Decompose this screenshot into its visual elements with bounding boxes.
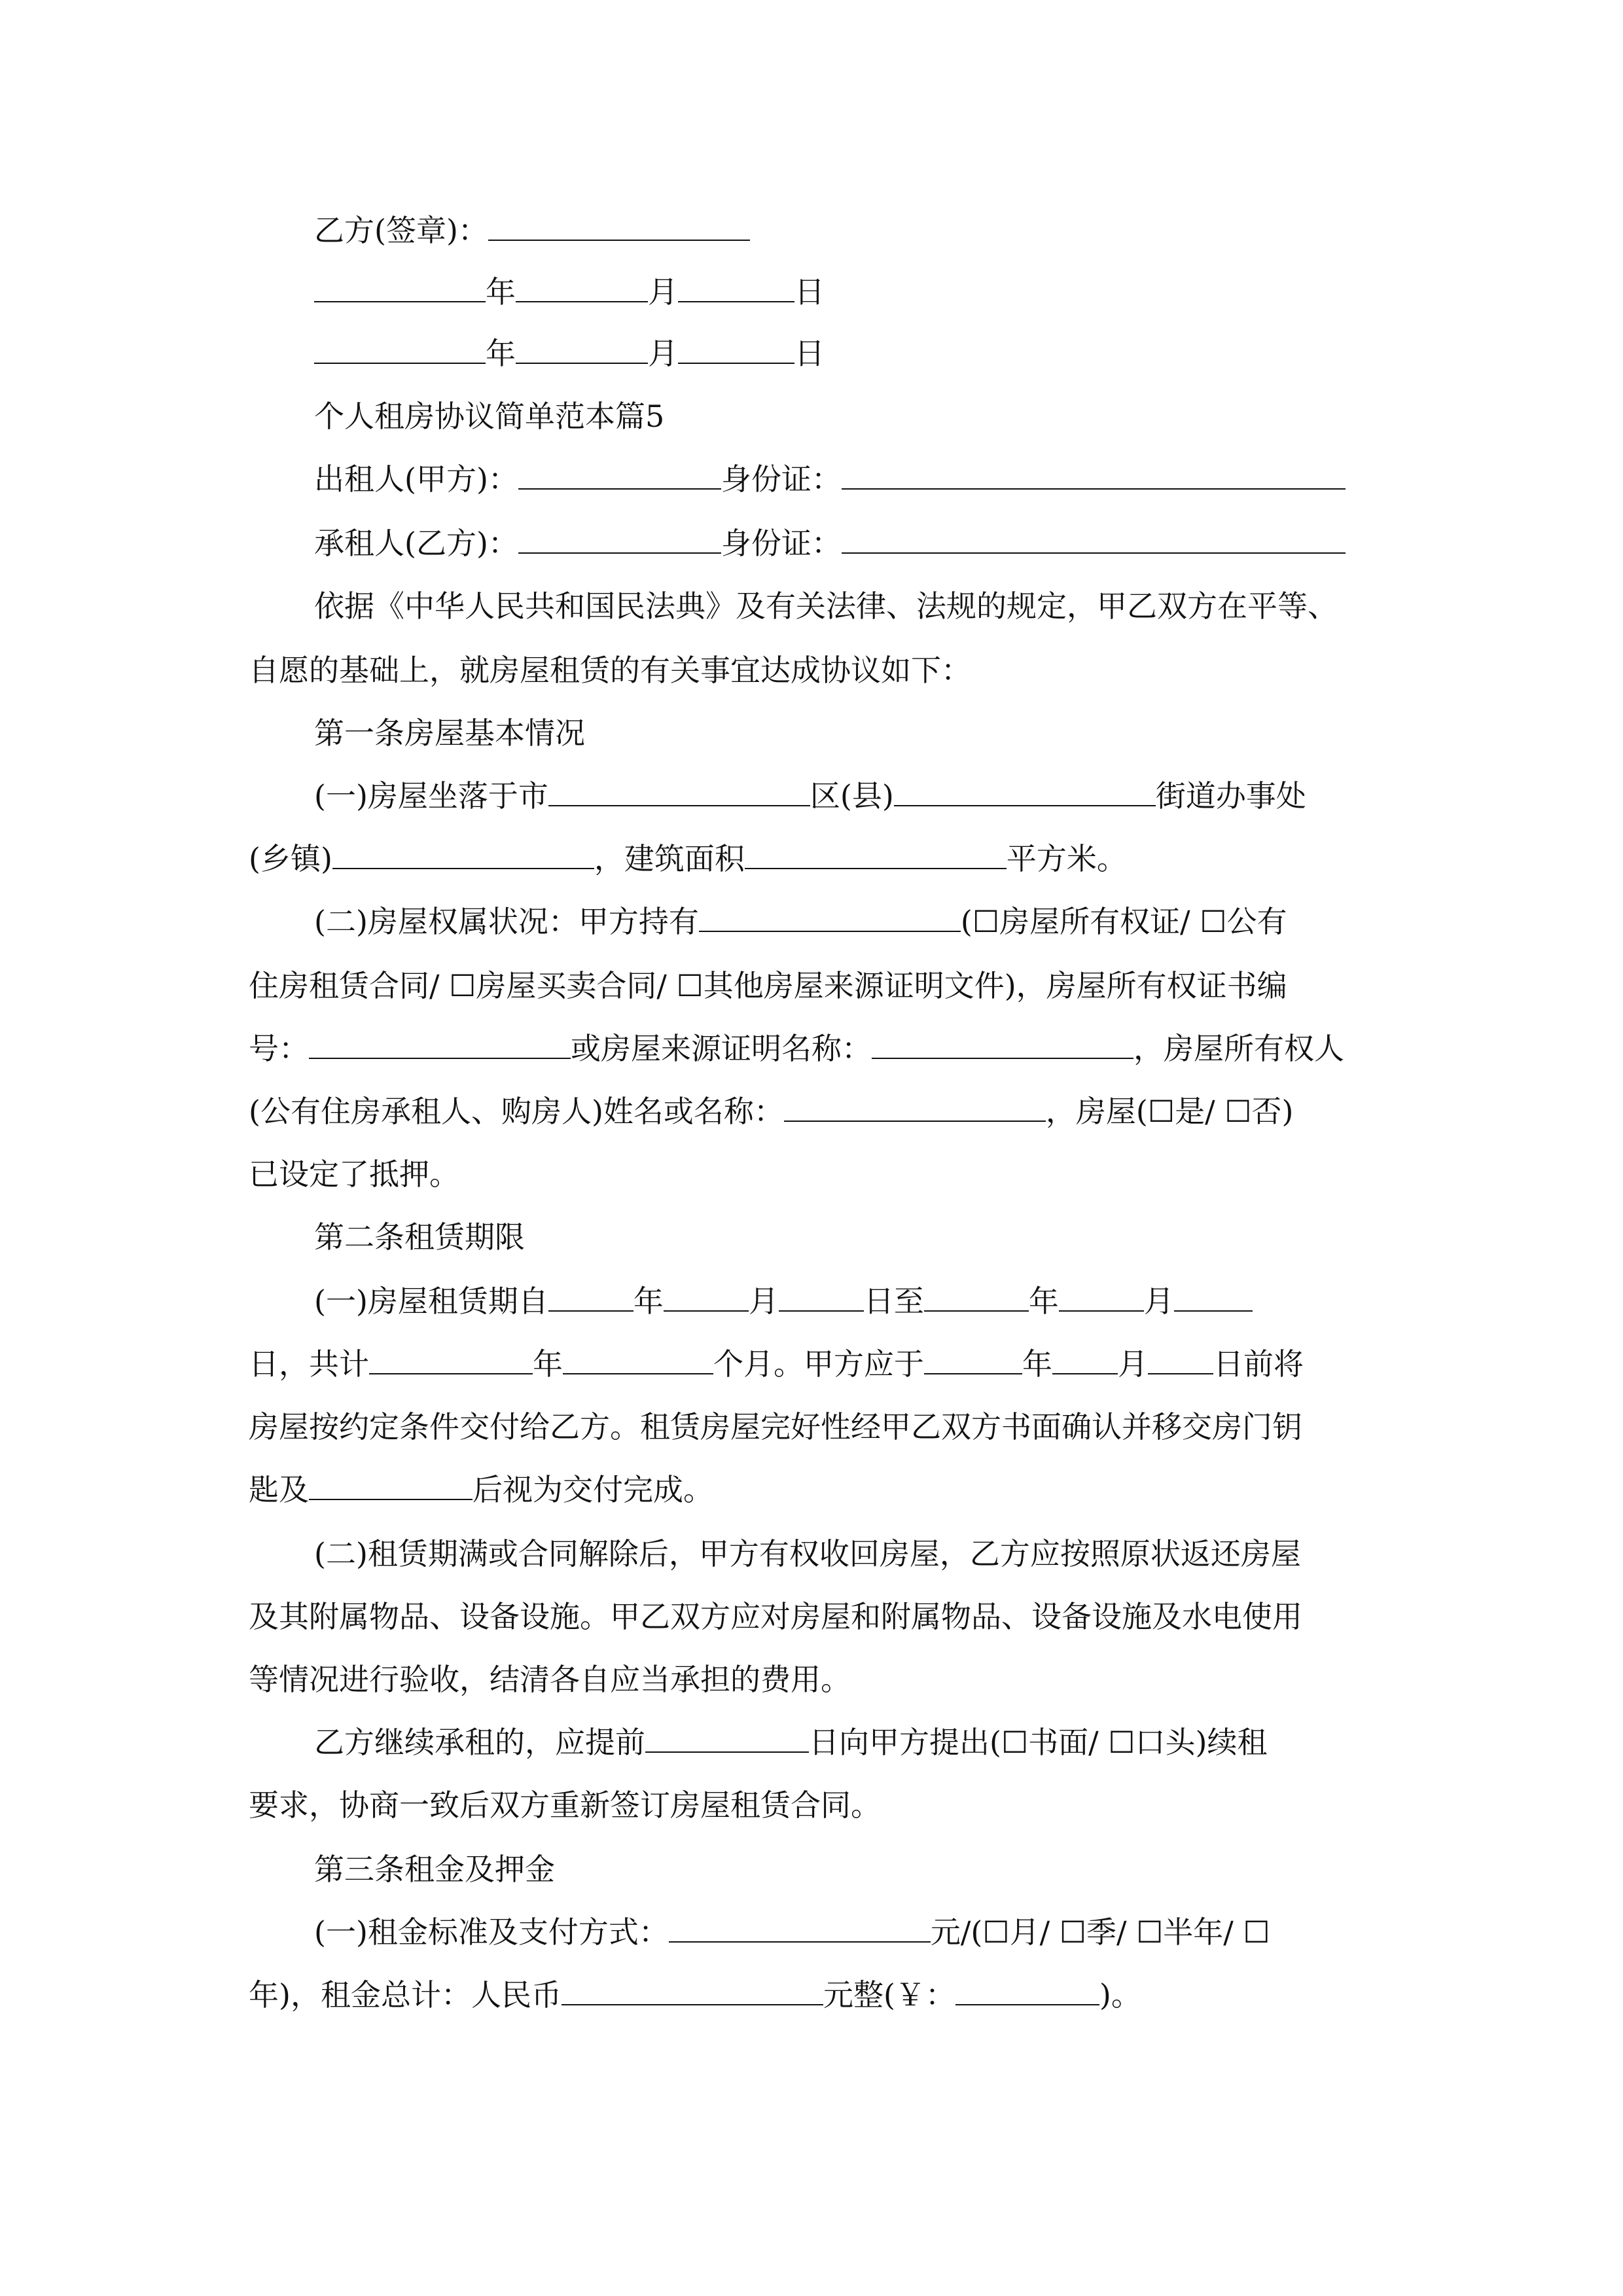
blank-month[interactable] <box>1059 1282 1144 1312</box>
blank-day[interactable] <box>1148 1344 1213 1374</box>
blank-day[interactable] <box>779 1282 864 1312</box>
text: 街道办事处 <box>1155 778 1306 814</box>
section-heading <box>314 397 664 436</box>
text: 平方米。 <box>1006 841 1127 876</box>
paragraph-line <box>249 1470 713 1509</box>
blank-day[interactable] <box>678 334 794 364</box>
blank-owner-name[interactable] <box>784 1092 1046 1122</box>
text: 月 <box>748 1283 779 1319</box>
text: (乡镇) <box>249 841 332 876</box>
blank-year[interactable] <box>548 1282 633 1312</box>
text: (一)房屋租赁期自 <box>314 1283 548 1319</box>
text: 或房屋来源证明名称： <box>571 1031 872 1066</box>
paragraph-line <box>314 902 1287 941</box>
paragraph-line <box>314 586 1338 626</box>
blank-years[interactable] <box>369 1344 533 1374</box>
blank-year[interactable] <box>924 1282 1029 1312</box>
text: 等情况进行验收，结清各自应当承担的费用。 <box>249 1662 851 1697</box>
text: 乙方继续承租的，应提前 <box>314 1725 645 1760</box>
blank-year[interactable] <box>924 1344 1022 1374</box>
paragraph-line <box>249 1660 851 1699</box>
text: 年 <box>486 336 516 371</box>
text: 乙方(签章)： <box>314 213 488 248</box>
text: 日 <box>794 274 825 310</box>
text: 个月。甲方应于 <box>713 1346 924 1382</box>
blank-cert-name[interactable] <box>872 1029 1133 1059</box>
paragraph-line <box>249 1975 1141 2015</box>
blank-months[interactable] <box>563 1344 713 1374</box>
lessee-line <box>314 524 1346 563</box>
blank-rent[interactable] <box>669 1912 931 1943</box>
blank-month[interactable] <box>664 1282 749 1312</box>
text: 日至 <box>863 1283 924 1319</box>
blank-day[interactable] <box>1174 1282 1253 1312</box>
paragraph-line <box>249 839 1127 878</box>
text: 年 <box>533 1346 563 1382</box>
paragraph-line <box>314 1912 1270 1952</box>
lessor-line <box>314 459 1346 499</box>
text: (☐房屋所有权证/ ☐公有 <box>960 904 1287 939</box>
blank-year[interactable] <box>314 334 486 364</box>
text: 年)，租金总计：人民币 <box>249 1977 562 2013</box>
text: 个人租房协议简单范本篇5 <box>314 399 665 434</box>
paragraph-line <box>249 966 1287 1005</box>
text: 自愿的基础上，就房屋租赁的有关事宜达成协议如下： <box>249 653 971 688</box>
text: 第三条租金及押金 <box>314 1852 555 1887</box>
text: 月 <box>1143 1283 1174 1319</box>
blank-field[interactable] <box>518 459 721 490</box>
text: ，房屋(☐是/ ☐否) <box>1045 1094 1294 1129</box>
text: 月 <box>648 336 678 371</box>
blank-id[interactable] <box>842 459 1346 490</box>
paragraph-line <box>249 1029 1344 1068</box>
text: 后视为交付完成。 <box>473 1472 713 1507</box>
paragraph-line <box>249 1344 1304 1384</box>
text: 年 <box>1028 1283 1059 1319</box>
blank-field[interactable] <box>309 1470 473 1500</box>
text: 匙及 <box>249 1472 309 1507</box>
blank-month[interactable] <box>516 272 648 302</box>
text: (二)房屋权属状况：甲方持有 <box>314 904 699 939</box>
blank-city[interactable] <box>548 776 810 806</box>
blank-days[interactable] <box>645 1723 809 1753</box>
text: 区(县) <box>810 778 894 814</box>
text: 依据《中华人民共和国民法典》及有关法律、法规的规定，甲乙双方在平等、 <box>314 588 1338 624</box>
text: 日前将 <box>1213 1346 1304 1382</box>
paragraph-line <box>249 651 971 690</box>
text: 年 <box>1022 1346 1052 1382</box>
paragraph-line <box>249 1092 1293 1131</box>
text: 身份证： <box>721 461 842 497</box>
blank-field[interactable] <box>488 211 750 241</box>
text: 第二条租赁期限 <box>314 1219 525 1255</box>
text: 日向甲方提出(☐书面/ ☐口头)续租 <box>809 1725 1268 1760</box>
text: 房屋按约定条件交付给乙方。租赁房屋完好性经甲乙双方书面确认并移交房门钥 <box>249 1409 1302 1444</box>
date-line <box>314 272 825 312</box>
blank-area[interactable] <box>745 839 1007 869</box>
paragraph-line <box>249 1407 1302 1446</box>
text: (一)租金标准及支付方式： <box>314 1914 669 1950</box>
text: 元整(￥： <box>823 1977 955 2013</box>
blank-field[interactable] <box>699 902 961 932</box>
text: 年 <box>486 274 516 310</box>
text: 月 <box>648 274 678 310</box>
paragraph-line <box>249 1155 459 1194</box>
text: ，房屋所有权人 <box>1133 1031 1344 1066</box>
text: 日，共计 <box>249 1346 369 1382</box>
text: )。 <box>1099 1977 1141 2013</box>
text: 年 <box>633 1283 664 1319</box>
text: (一)房屋坐落于市 <box>314 778 548 814</box>
text: 住房租赁合同/ ☐房屋买卖合同/ ☐其他房屋来源证明文件)，房屋所有权证书编 <box>249 968 1287 1003</box>
blank-month[interactable] <box>516 334 648 364</box>
paragraph-line <box>314 1534 1301 1573</box>
paragraph-line <box>314 1282 1253 1321</box>
blank-total-yuan[interactable] <box>955 1975 1099 2005</box>
blank-day[interactable] <box>678 272 794 302</box>
date-line <box>314 334 825 373</box>
text: 已设定了抵押。 <box>249 1157 459 1192</box>
blank-year[interactable] <box>314 272 486 302</box>
text: 出租人(甲方)： <box>314 461 518 497</box>
text: (公有住房承租人、购房人)姓名或名称： <box>249 1094 784 1129</box>
article-heading <box>314 713 585 753</box>
blank-district[interactable] <box>894 776 1156 806</box>
paragraph-line <box>314 776 1306 816</box>
paragraph-line <box>249 1785 881 1825</box>
text: 及其附属物品、设备设施。甲乙双方应对房屋和附属物品、设备设施及水电使用 <box>249 1599 1302 1634</box>
text: 承租人(乙方)： <box>314 526 518 561</box>
party-b-signature-line <box>314 211 750 250</box>
text: 第一条房屋基本情况 <box>314 715 585 751</box>
text: 月 <box>1118 1346 1148 1382</box>
text: 元/(☐月/ ☐季/ ☐半年/ ☐ <box>930 1914 1270 1950</box>
text: (二)租赁期满或合同解除后，甲方有权收回房屋，乙方应按照原状返还房屋 <box>314 1536 1301 1571</box>
text: 身份证： <box>721 526 842 561</box>
paragraph-line <box>249 1597 1302 1636</box>
text: 号： <box>249 1031 309 1066</box>
text: 日 <box>794 336 825 371</box>
blank-month[interactable] <box>1052 1344 1118 1374</box>
text: ，建筑面积 <box>594 841 745 876</box>
text: 要求，协商一致后双方重新签订房屋租赁合同。 <box>249 1787 881 1823</box>
article-heading <box>314 1850 555 1889</box>
blank-total-rmb[interactable] <box>562 1975 823 2005</box>
blank-town[interactable] <box>332 839 594 869</box>
blank-cert-no[interactable] <box>309 1029 571 1059</box>
blank-id[interactable] <box>842 524 1346 554</box>
article-heading <box>314 1217 525 1257</box>
blank-field[interactable] <box>518 524 721 554</box>
paragraph-line <box>314 1723 1268 1762</box>
